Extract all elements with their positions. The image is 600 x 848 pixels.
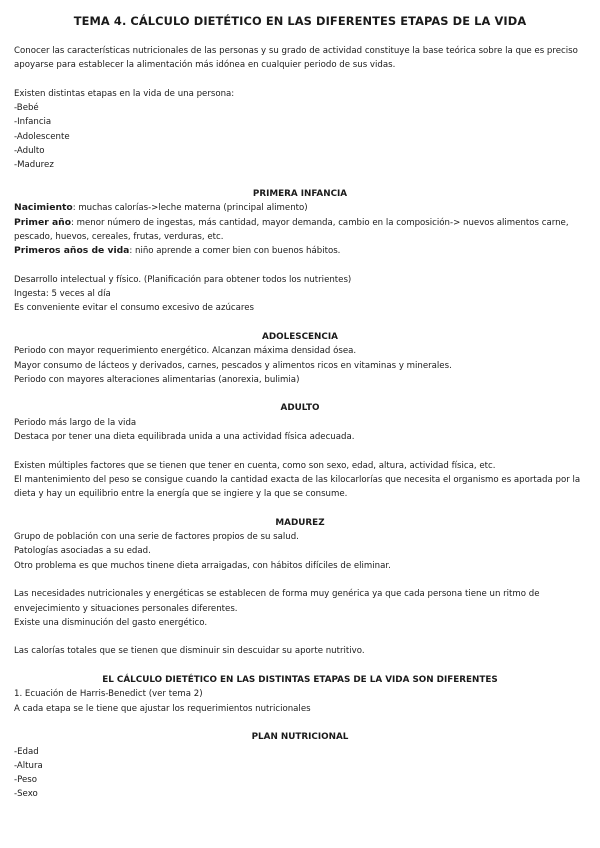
nacimiento-text: : muchas calorías->leche materna (principal alimento): [72, 203, 308, 214]
calculo-line: 1. Ecuación de Harris-Benedict (ver tema 2): [14, 689, 203, 700]
disminucion-line: Existe una disminución del gasto energético.: [14, 617, 208, 628]
etapas-lead: Existen distintas etapas en la vida de una persona:: [14, 88, 235, 99]
desarrollo-line: Desarrollo intelectual y físico. (Planificación para obtener todos los nutrientes): [14, 274, 352, 285]
adulto-line: Destaca por tener una dieta equilibrada unida a una actividad física adecuada.: [14, 432, 355, 443]
page-title: TEMA 4. CÁLCULO DIETÉTICO EN LAS DIFERENTES ETAPAS DE LA VIDA: [73, 14, 527, 28]
madurez-line: Patologías asociadas a su edad.: [14, 546, 151, 557]
adolescencia-line: Periodo con mayor requerimiento energético. Alcanzan máxima densidad ósea.: [14, 346, 357, 357]
intro-paragraph: Conocer las características nutricionales de las personas y su grado de actividad constituye la base teórica sobre la que es preciso apoyarse para establecer la alimentación más idónea en cualquier periodo de sus vidas.: [14, 46, 578, 71]
list-item: -Bebé: [14, 103, 39, 114]
section-heading-primera-infancia: PRIMERA INFANCIA: [252, 188, 348, 199]
calorias-line: Las calorías totales que se tienen que disminuir sin descuidar su aporte nutritivo.: [14, 646, 365, 657]
section-heading-madurez: MADUREZ: [275, 517, 325, 528]
ingesta-line: Ingesta: 5 veces al día: [14, 289, 111, 300]
section-heading-calculo: EL CÁLCULO DIETÉTICO EN LAS DISTINTAS ETAPAS DE LA VIDA SON DIFERENTES: [102, 675, 498, 686]
primer-ano-text: : menor número de ingestas, más cantidad, mayor demanda, cambio en la composición-> nuevos alimentos carne, pescado, huevos, cereales, frutas, verduras, etc.: [14, 217, 569, 242]
evitar-line: Es conveniente evitar el consumo excesivo de azúcares: [14, 303, 254, 314]
nacimiento-label: Nacimiento: [14, 202, 73, 214]
list-item: -Sexo: [14, 789, 38, 800]
primer-ano-line: [14, 216, 586, 245]
primeros-anos-line: [14, 244, 586, 258]
madurez-line: Otro problema es que muchos tinene dieta arraigadas, con hábitos difíciles de eliminar.: [14, 560, 391, 571]
list-item: -Madurez: [14, 160, 54, 171]
madurez-line: Grupo de población con una serie de factores propios de su salud.: [14, 532, 299, 543]
adolescencia-line: Mayor consumo de lácteos y derivados, carnes, pescados y alimentos ricos en vitaminas y minerales.: [14, 360, 452, 371]
list-item: -Peso: [14, 775, 37, 786]
list-item: -Edad: [14, 746, 39, 757]
factores-paragraph: Existen múltiples factores que se tienen que tener en cuenta, como son sexo, edad, altura, actividad física, etc.: [14, 460, 496, 471]
list-item: -Infancia: [14, 117, 52, 128]
nacimiento-line: [14, 201, 586, 215]
primeros-anos-label: Primeros años de vida: [14, 245, 130, 257]
primer-ano-label: Primer año: [14, 216, 72, 228]
list-item: -Adolescente: [14, 131, 70, 142]
mantenimiento-paragraph: El mantenimiento del peso se consigue cuando la cantidad exacta de las kilocarlorías que necesita el organismo es aportada por la dieta y hay un equilibrio entre la energía que se ingiere y la que se consume.: [14, 474, 581, 500]
primeros-anos-text: : niño aprende a comer bien con buenos hábitos.: [129, 246, 341, 257]
section-heading-plan-nutricional: PLAN NUTRICIONAL: [251, 732, 349, 743]
adolescencia-line: Periodo con mayores alteraciones alimentarias (anorexia, bulimia): [14, 374, 300, 385]
list-item: -Altura: [14, 760, 43, 771]
necesidades-paragraph: Las necesidades nutricionales y energéticas se establecen de forma muy genérica ya que cada persona tiene un ritmo de envejecimiento y situaciones personales diferentes.: [14, 589, 540, 614]
adulto-line: Periodo más largo de la vida: [14, 417, 137, 428]
section-heading-adulto: ADULTO: [280, 403, 320, 414]
calculo-line: A cada etapa se le tiene que ajustar los requerimientos nutricionales: [14, 703, 311, 714]
section-heading-adolescencia: ADOLESCENCIA: [262, 331, 338, 342]
list-item: -Adulto: [14, 146, 45, 157]
